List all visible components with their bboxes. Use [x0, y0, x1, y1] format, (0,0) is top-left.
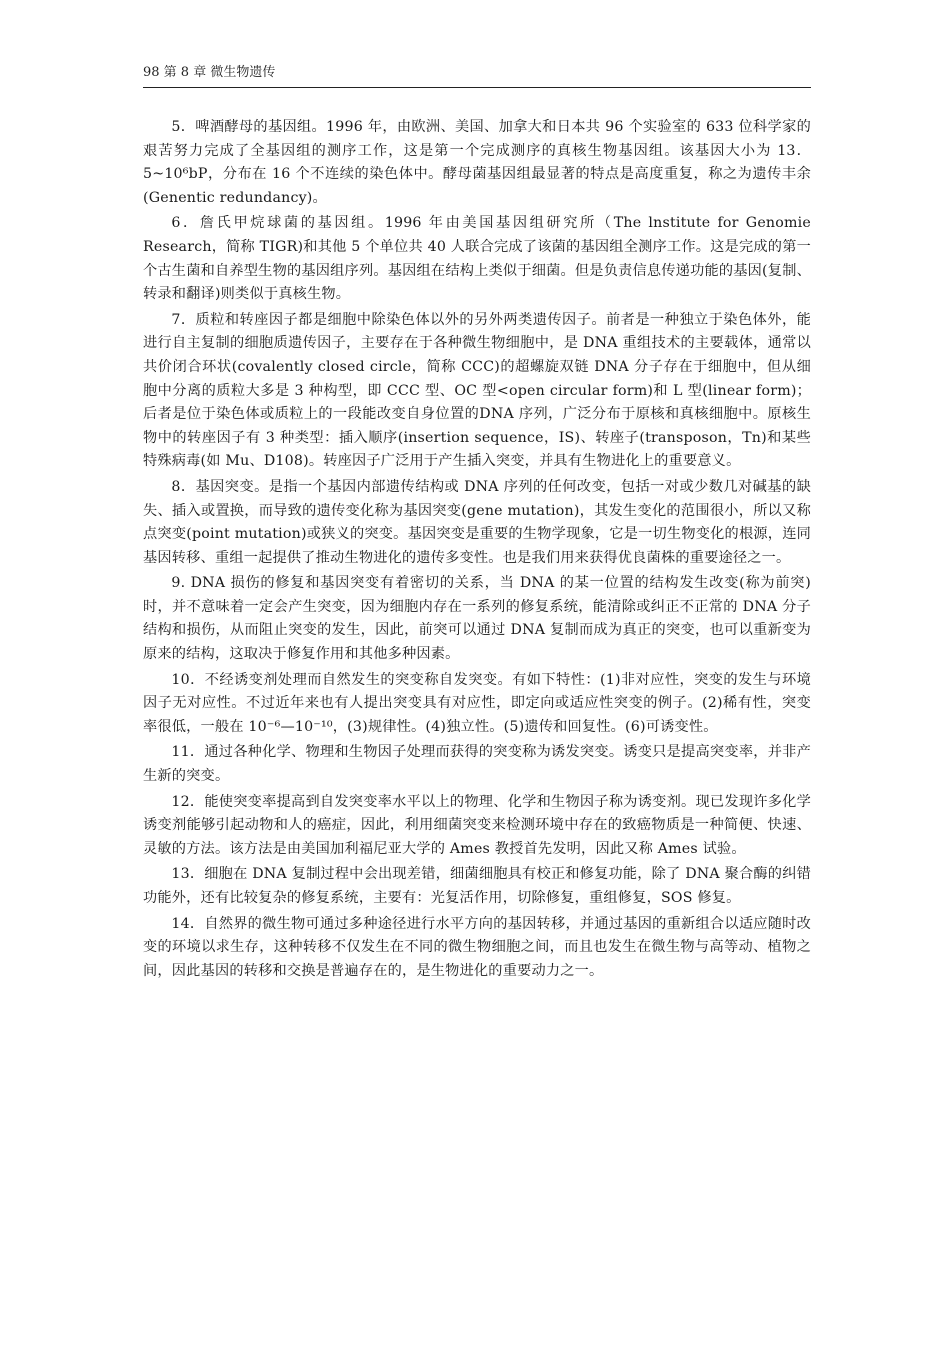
paragraph-11-induced-mutation: 11．通过各种化学、物理和生物因子处理而获得的突变称为诱发突变。诱变只是提高突变率，并非产生新的突变。	[143, 744, 811, 785]
running-header: 98 第 8 章 微生物遗传	[143, 65, 276, 80]
paragraph-5-yeast-genome: 5．啤酒酵母的基因组。1996 年，由欧洲、美国、加拿大和日本共 96 个实验室的 633 位科学家的艰苦努力完成了全基因组的测序工作，这是第一个完成测序的真核生物基因组。该基因大小为 13．5~10⁶bP，分布在 16 个不连续的染色体中。酵母菌基因组最显著的特点是高度重复，称之为遗传丰余(Genentic redundancy)。	[143, 119, 811, 206]
body-text	[143, 116, 811, 985]
header-rule	[143, 87, 811, 88]
paragraph-7-plasmid-transposon: 7．质粒和转座因子都是细胞中除染色体以外的另外两类遗传因子。前者是一种独立于染色体外，能进行自主复制的细胞质遗传因子，主要存在于各种微生物细胞中，是 DNA 重组技术的主要载体，通常以共价闭合环状(covalently closed circle，简称 CCC)的超螺旋双链 DNA 分子存在于细胞中，但从细胞中分离的质粒大多是 3 种构型，即 CCC 型、OC 型<open circular form)和 L 型(linear form)；后者是位于染色体或质粒上的一段能改变自身位置的DNA 序列，广泛分布于原核和真核细胞中。原核生物中的转座因子有 3 种类型：插入顺序(insertion sequence，IS)、转座子(transposon，Tn)和某些特殊病毒(如 Mu、D108)。转座因子广泛用于产生插入突变，并具有生物进化上的重要意义。	[143, 311, 811, 470]
paragraph-6-methanococcus-genome: 6．詹氏甲烷球菌的基因组。1996 年由美国基因组研究所（The lnstitute for Genomie Research，简称 TIGR)和其他 5 个单位共 40 人联合完成了该菌的基因组全测序工作。这是完成的第一个古生菌和自养型生物的基因组序列。基因组在结构上类似于细菌。但是负责信息传递功能的基因(复制、转录和翻译)则类似于真核生物。	[143, 215, 811, 303]
paragraph-10-spontaneous-mutation: 10．不经诱变剂处理而自然发生的突变称自发突变。有如下特性：(1)非对应性，突变的发生与环境因子无对应性。不过近年来也有人提出突变具有对应性，即定向或适应性突变的例子。(2)稀有性，突变率很低，一般在 10⁻⁶—10⁻¹⁰，(3)规律性。(4)独立性。(5)遗传和回复性。(6)可诱变性。	[143, 671, 811, 735]
paragraph-8-gene-mutation: 8．基因突变。是指一个基因内部遗传结构或 DNA 序列的任何改变，包括一对或少数几对碱基的缺失、插入或置换，而导致的遗传变化称为基因突变(gene mutation)，其发生变化的范围很小，所以又称点突变(point mutation)或狭义的突变。基因突变是重要的生物学现象，它是一切生物变化的根源，连同基因转移、重组一起提供了推动生物进化的遗传多变性。也是我们用来获得优良菌株的重要途径之一。	[143, 478, 811, 566]
paragraph-13-repair-systems: 13．细胞在 DNA 复制过程中会出现差错，细菌细胞具有校正和修复功能，除了 DNA 聚合酶的纠错功能外，还有比较复杂的修复系统，主要有：光复活作用，切除修复，重组修复，SOS 修复。	[143, 866, 811, 906]
paragraph-9-dna-repair: 9. DNA 损伤的修复和基因突变有着密切的关系，当 DNA 的某一位置的结构发生改变(称为前突)时，并不意味着一定会产生突变，因为细胞内存在一系列的修复系统，能清除或纠正不正常的 DNA 分子结构和损伤，从而阻止突变的发生，因此，前突可以通过 DNA 复制而成为真正的突变，也可以重新变为原来的结构，这取决于修复作用和其他多种因素。	[143, 575, 811, 663]
paragraph-14-gene-transfer: 14．自然界的微生物可通过多种途径进行水平方向的基因转移，并通过基因的重新组合以适应随时改变的环境以求生存，这种转移不仅发生在不同的微生物细胞之间，而且也发生在微生物与高等动、植物之间，因此基因的转移和交换是普遍存在的，是生物进化的重要动力之一。	[143, 915, 811, 979]
paragraph-12-mutagen: 12．能使突变率提高到自发突变率水平以上的物理、化学和生物因子称为诱变剂。现已发现许多化学诱变剂能够引起动物和人的癌症，因此，利用细菌突变来检测环境中存在的致癌物质是一种简便、快速、灵敏的方法。该方法是由美国加利福尼亚大学的 Ames 教授首先发明，因此又称 Ames 试验。	[143, 793, 811, 857]
